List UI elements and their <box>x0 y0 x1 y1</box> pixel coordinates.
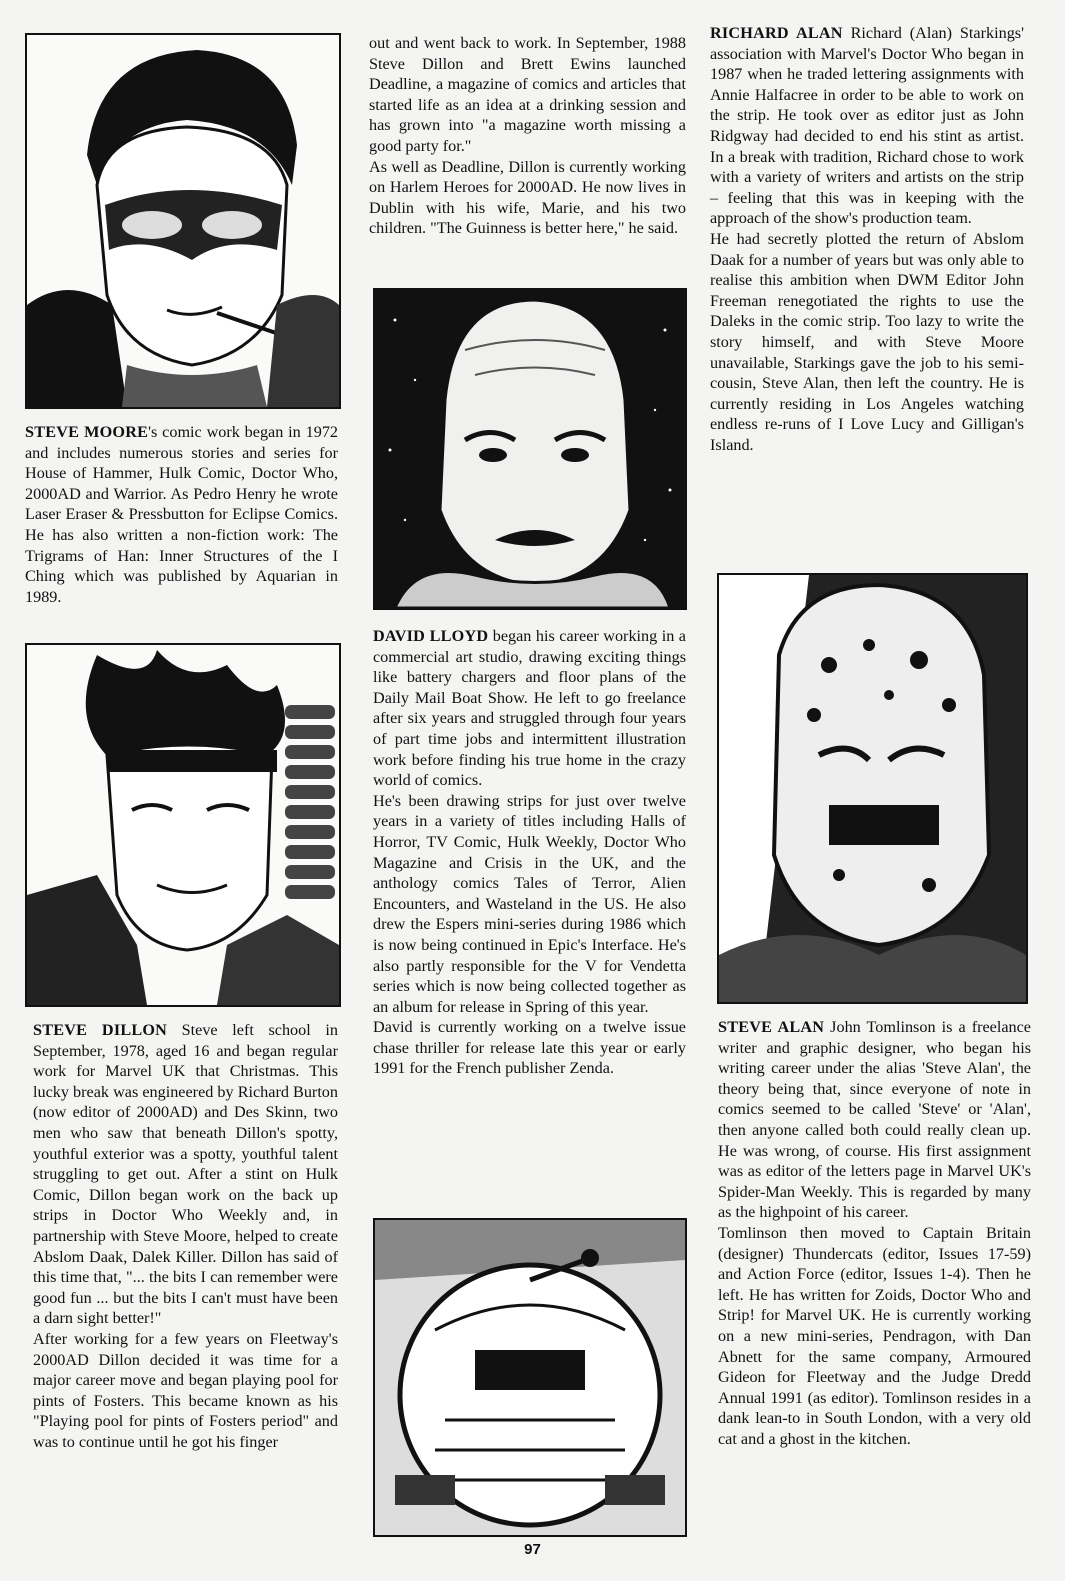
steve-dillon-bio <box>33 1020 338 1452</box>
steve-alan-text-1: John Tomlinson is a freelance writer and graphic designer, who began his writing career under the alias 'Steve Alan', the theory being that, since everyone of note in comics seemed to be called 'Steve' or 'Alan', then anyone called both could really clean up. He was wrong, of course. His first assignment was as editor of the letters page in Marvel UK's Spider-Man Weekly. This is regarded by many as the highpoint of his career. <box>718 1018 1031 1222</box>
steve-alan-bio <box>718 1017 1031 1449</box>
david-lloyd-text-3: David is currently working on a twelve issue chase thriller for release late this year or early 1991 for the French publisher Zenda. <box>373 1018 686 1078</box>
david-lloyd-text-2: He's been drawing strips for just over twelve years in a variety of titles including Halls of Horror, TV Comic, Hulk Weekly, Doctor Who Magazine and Crisis in the UK, and the anthology comics Tales of Terror, Alien Encounters, and Wasteland in the US. He also drew the Espers mini-series during 1986 which is now being continued in Epic's Interface. He's also partly responsible for the V for Vendetta series which is now being collected together as an album for release in Spring of this year. <box>373 791 686 1016</box>
david-lloyd-text-1: began his career working in a commercial art studio, drawing exciting things like battery chargers and floor plans of the Daily Mail Boat Show. He left to go freelance after six years and struggled through four years of part time jobs and intermittent illustration work before finding his true home in the crazy world of comics. <box>373 627 686 790</box>
steve-alan-name: STEVE ALAN <box>718 1018 825 1036</box>
steve-dillon-text-2: After working for a few years on Fleetway's 2000AD Dillon decided it was time for a major career move and began playing pool for pints of Fosters. This became known as his "Playing pool for pints of Fosters period" and was to continue until he got his finger <box>33 1329 338 1451</box>
steve-alan-text-2: Tomlinson then moved to Captain Britain (designer) Thundercats (editor, Issues 17-59) and Action Force (editor, Issues 1-4). Then he left. He has written for Zoids, Doctor Who and Strip! for Marvel UK. He is currently working on a new mini-series, Pendragon, with Dan Abnett for the same company, Armoured Gideon for Fleetway and the Judge Dredd Annual 1991 (as editor). Tomlinson resides in a dank lean-to in South London, with a very old cat and a ghost in the kitchen. <box>718 1223 1031 1448</box>
steve-moore-text: 's comic work began in 1972 and includes numerous stories and series for House of Hammer, Hulk Comic, Doctor Who, 2000AD and Warrior. As Pedro Henry he wrote Laser Eraser & Pressbutton for Eclipse Comics. He has also written a non-fiction work: The Trigrams of Han: Inner Structures of the I Ching which was published by Aquarian in 1989. <box>25 423 339 606</box>
steve-dillon-name: STEVE DILLON <box>33 1021 167 1039</box>
richard-alan-illustration <box>717 573 1028 1004</box>
dalek-illustration <box>373 1218 687 1537</box>
page-number: 97 <box>524 1541 541 1558</box>
steve-moore-bio <box>25 422 338 607</box>
richard-alan-text-1: Richard (Alan) Starkings' association with Marvel's Doctor Who began in 1987 when he traded lettering assignments with Annie Halfacree in order to be able to work on the strip. He took over as editor just as John Ridgway had decided to end his stint as artist. In a break with tradition, Richard chose to work with a variety of writers and artists on the strip – feeling that this was in keeping with the approach of the show's production team. <box>710 24 1025 228</box>
steve-dillon-text-3: out and went back to work. In September, 1988 Steve Dillon and Brett Ewins launched Deadline, a magazine of comics and articles that started life as an idea at a drinking session and has grown into "a magazine worth missing a good party for." <box>369 34 686 155</box>
steve-moore-portrait <box>25 33 341 409</box>
steve-dillon-bio-continued <box>369 33 686 239</box>
steve-moore-name: STEVE MOORE <box>25 423 149 441</box>
richard-alan-name: RICHARD ALAN <box>710 24 843 42</box>
richard-alan-text-2: He had secretly plotted the return of Abslom Daak for a number of years but was only able to realise this ambition when DWM Editor John Freeman renegotiated the rights to use the Daleks in the comic strip. Too lazy to write the story himself, and with Steve Moore unavailable, Starkings gave the job to his semi-cousin, Steve Alan, then left the country. He is currently residing in Los Angeles watching endless re-runs of I Love Lucy and Gilligan's Island. <box>710 229 1024 454</box>
david-lloyd-illustration <box>373 288 687 610</box>
steve-dillon-text-4: As well as Deadline, Dillon is currently working on Harlem Heroes for 2000AD. He now lives in Dublin with his wife, Marie, and his two children. "The Guinness is better here," he said. <box>369 157 686 238</box>
steve-dillon-portrait <box>25 643 341 1007</box>
david-lloyd-bio <box>373 626 686 1079</box>
david-lloyd-name: DAVID LLOYD <box>373 627 489 645</box>
richard-alan-bio <box>710 23 1024 455</box>
steve-dillon-text-1: Steve left school in September, 1978, aged 16 and began regular work for Marvel UK that Christmas. This lucky break was engineered by Richard Burton (now editor of 2000AD) and Des Skinn, two men who saw that beneath Dillon's spotty, youthful exterior was a spotty, youthful talent struggling to get out. After a stint on Hulk Comic, Dillon began work on the back up strips in Doctor Who Weekly and, in partnership with Steve Moore, helped to create Abslom Daak, Dalek Killer. Dillon has said of this time that, "... the bits I can remember were good fun ... but the bits I can't must have been a darn sight better!" <box>33 1021 338 1328</box>
